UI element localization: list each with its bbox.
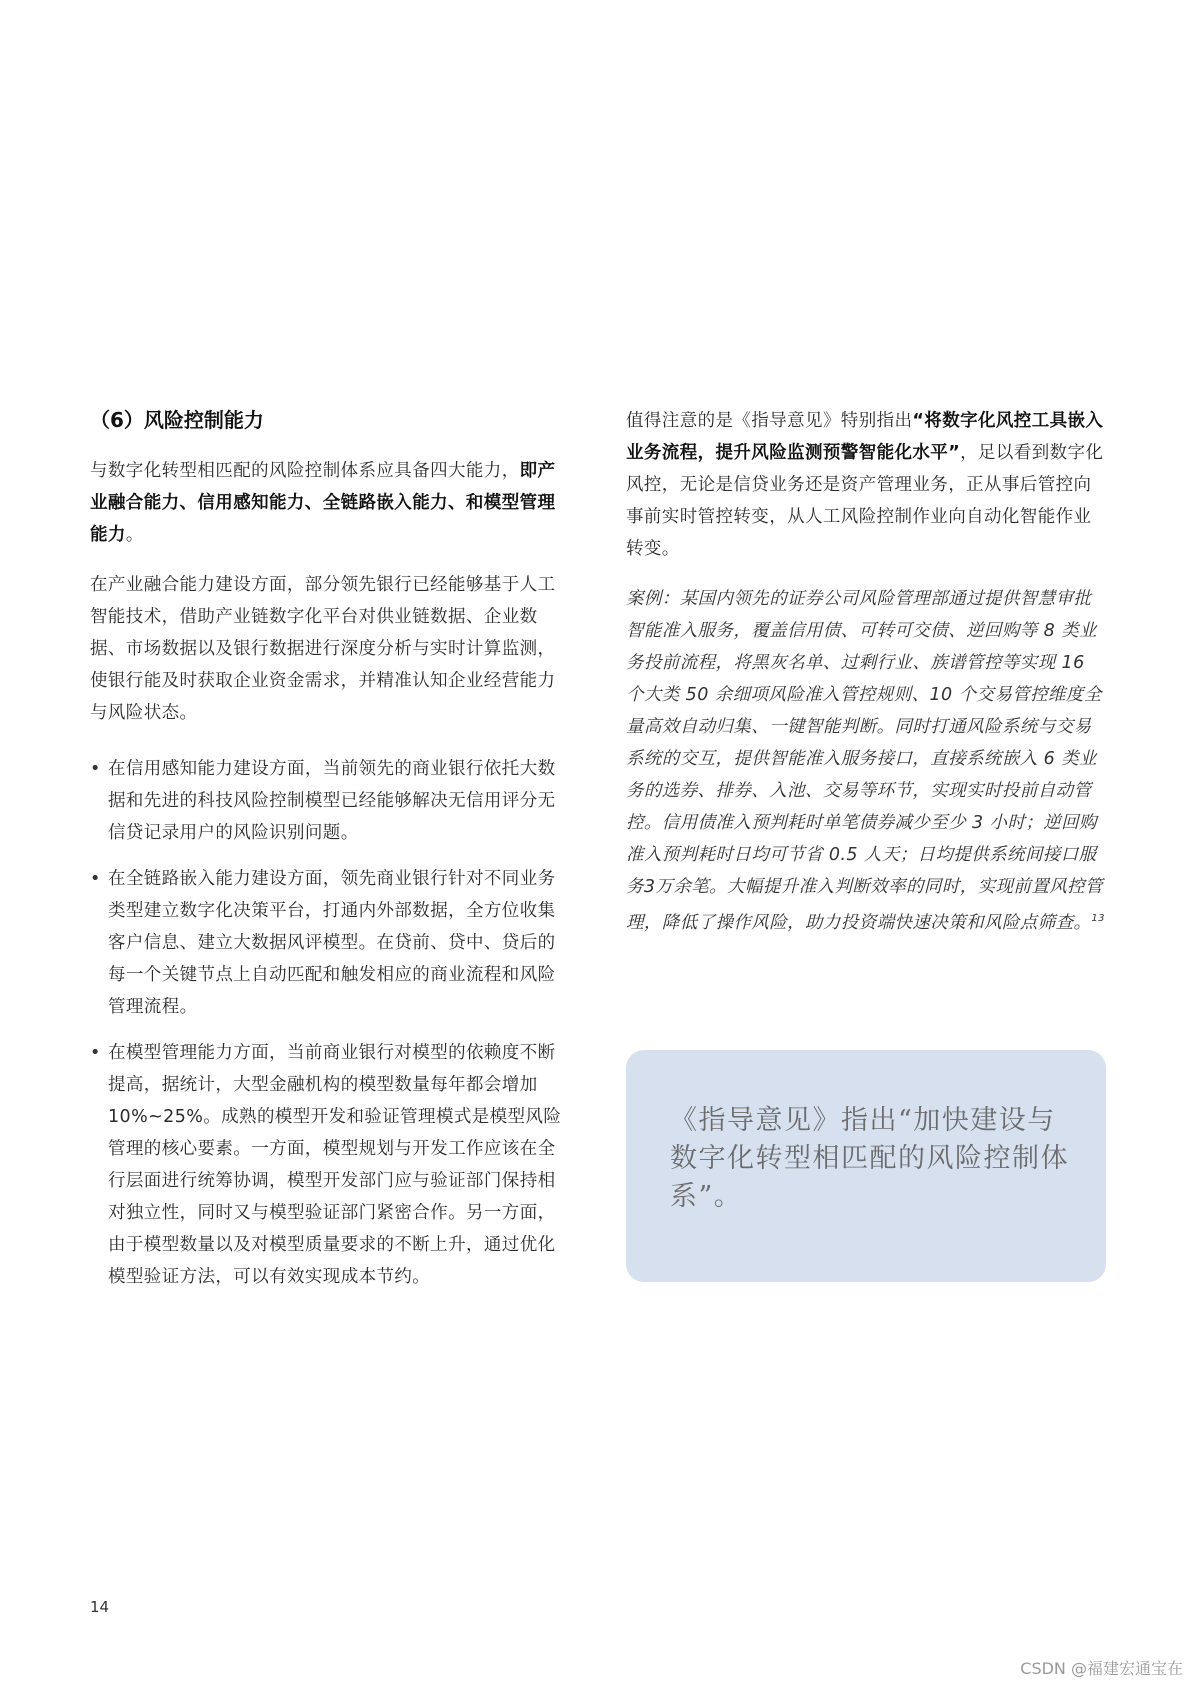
list-item xyxy=(90,863,570,1023)
footnote-marker: 13 xyxy=(1091,913,1105,924)
case-study-text: 案例：某国内领先的证券公司风险管理部通过提供智慧审批智能准入服务，覆盖信用债、可转可交债、逆回购等 8 类业务投前流程，将黑灰名单、过剩行业、族谱管控等实现 16 个大类 50 余细项风险准入管控规则、10 个交易管控维度全量高效自动归集、一键智能判断。同时打通风险系统与交易系统的交互，提供智能准入服务接口，直接系统嵌入 6 类业务的选券、排券、入池、交易等环节，实现实时投前自动管控。信用债准入预判耗时单笔债券减少至少 3 小时；逆回购准入预判耗时日均可节省 0.5 人天；日均提供系统间接口服务3万余笔。大幅提升准入判断效率的同时，实现前置风控管理，降低了操作风险，助力投资端快速决策和风险点筛查。 xyxy=(626,589,1103,933)
bullet-icon: • xyxy=(90,869,101,889)
pull-quote-box xyxy=(626,1050,1106,1282)
capability-bullet-list xyxy=(90,753,570,1293)
guidance-paragraph xyxy=(626,405,1108,565)
right-column xyxy=(626,405,1108,939)
bullet-text: 在模型管理能力方面，当前商业银行对模型的依赖度不断提高，据统计，大型金融机构的模型数量每年都会增加10%~25%。成熟的模型开发和验证管理模式是模型风险管理的核心要素。一方面，模型规划与开发工作应该在全行层面进行统筹协调，模型开发部门应与验证部门保持相对独立性，同时又与模型验证部门紧密合作。另一方面，由于模型数量以及对模型质量要求的不断上升，通过优化模型验证方法，可以有效实现成本节约。 xyxy=(108,1043,562,1287)
intro-plain-text: 与数字化转型相匹配的风险控制体系应具备四大能力， xyxy=(90,461,520,481)
intro-end-text: 。 xyxy=(125,525,144,545)
guidance-plain-text-2: ，足以看到数字化风控，无论是信贷业务还是资产管理业务，正从事后管控向事前实时管控转变，从人工风险控制作业向自动化智能作业转变。 xyxy=(626,443,1104,559)
intro-bold-text: 即产业融合能力、信用感知能力、全链路嵌入能力、和模型管理能力 xyxy=(90,461,556,545)
pull-quote-text: 《指导意见》指出“加快建设与数字化转型相匹配的风险控制体系”。 xyxy=(670,1105,1069,1212)
watermark: CSDN @福建宏通宝在 xyxy=(1020,1659,1183,1678)
list-item xyxy=(90,753,570,849)
left-column xyxy=(90,405,570,1307)
list-item xyxy=(90,1037,570,1293)
bullet-icon: • xyxy=(90,759,101,779)
bullet-text: 在全链路嵌入能力建设方面，领先商业银行针对不同业务类型建立数字化决策平台，打通内外部数据，全方位收集客户信息、建立大数据风评模型。在贷前、贷中、贷后的每一个关键节点上自动匹配和触发相应的商业流程和风险管理流程。 xyxy=(108,869,556,1017)
case-study-paragraph xyxy=(626,583,1108,939)
industry-integration-paragraph: 在产业融合能力建设方面，部分领先银行已经能够基于人工智能技术，借助产业链数字化平台对供业链数据、企业数据、市场数据以及银行数据进行深度分析与实时计算监测，使银行能及时获取企业资金需求，并精准认知企业经营能力与风险状态。 xyxy=(90,575,556,723)
guidance-plain-text-1: 值得注意的是《指导意见》特别指出 xyxy=(626,411,913,431)
section-heading: （6）风险控制能力 xyxy=(90,408,264,432)
guidance-bold-quote: “将数字化风控工具嵌入业务流程，提升风险监测预警智能化水平” xyxy=(626,411,1104,463)
page-number: 14 xyxy=(90,1598,110,1616)
bullet-text: 在信用感知能力建设方面，当前领先的商业银行依托大数据和先进的科技风险控制模型已经能够解决无信用评分无信贷记录用户的风险识别问题。 xyxy=(108,759,556,843)
bullet-icon: • xyxy=(90,1043,101,1063)
intro-paragraph xyxy=(90,455,570,551)
